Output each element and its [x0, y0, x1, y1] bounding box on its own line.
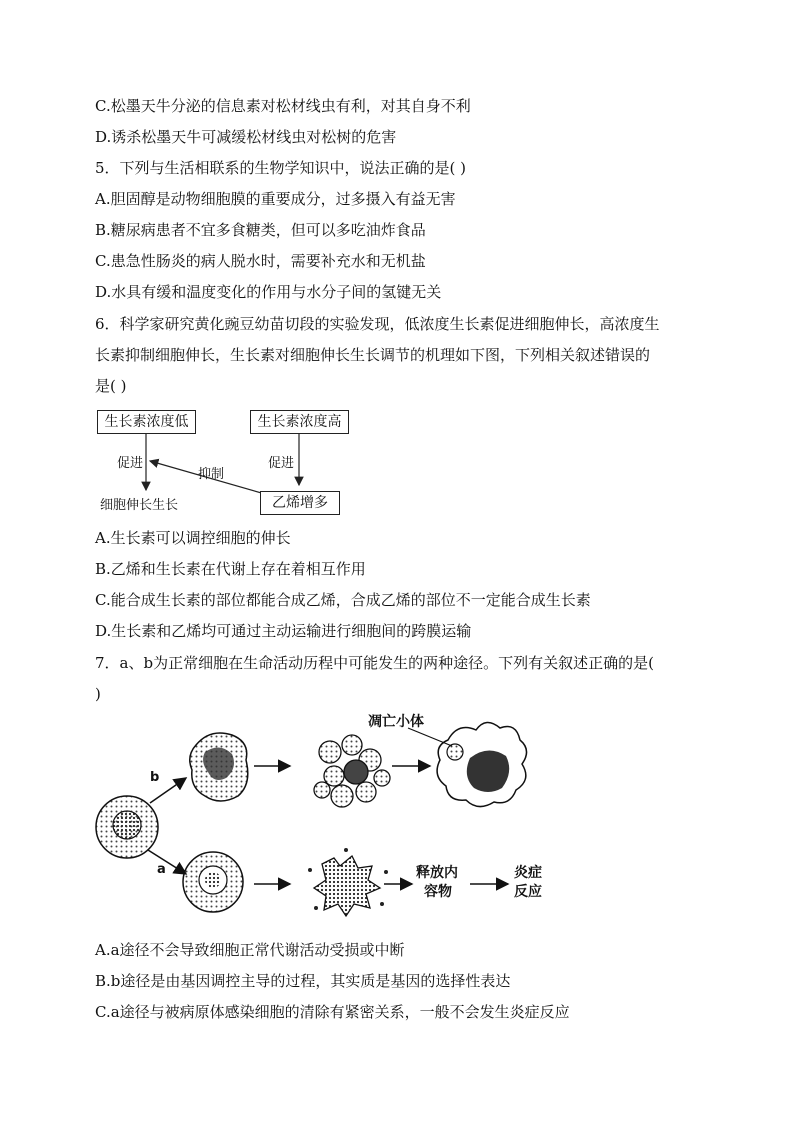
- q6-option-c: C.能合成生长素的部位都能合成乙烯，合成乙烯的部位不一定能合成生长素: [95, 591, 591, 609]
- box-auxin-low: 生长素浓度低: [97, 410, 196, 434]
- q6-stem-line1: 6．科学家研究黄化豌豆幼苗切段的实验发现，低浓度生长素促进细胞伸长，高浓度生: [95, 315, 660, 333]
- label-apoptotic-body: 凋亡小体: [368, 714, 424, 730]
- q4-option-c: C.松墨天牛分泌的信息素对松材线虫有利，对其自身不利: [95, 97, 471, 115]
- label-path-b: b: [150, 770, 160, 785]
- box-ethylene: 乙烯增多: [260, 491, 340, 515]
- phagocyte: [437, 722, 526, 806]
- q6-option-d: D.生长素和乙烯均可通过主动运输进行细胞间的跨膜运输: [95, 622, 472, 640]
- normal-cell: [96, 796, 158, 858]
- label-release-line2: 容物: [424, 884, 452, 900]
- q5-option-b: B.糖尿病患者不宜多食糖类，但可以多吃油炸食品: [95, 221, 426, 239]
- ruptured-cell: [308, 848, 388, 916]
- path-a-arrow: [148, 850, 186, 874]
- label-release-line1: 释放内: [416, 865, 458, 881]
- q7-stem-line2: ): [95, 685, 101, 703]
- q6-stem-line3: 是( ): [95, 377, 127, 395]
- q7-option-b: B.b途径是由基因调控主导的过程，其实质是基因的选择性表达: [95, 972, 511, 990]
- box-auxin-high: 生长素浓度高: [250, 410, 349, 434]
- label-promote-right: 促进: [268, 456, 295, 471]
- label-path-a: a: [157, 862, 166, 877]
- label-cell-elongation: 细胞伸长生长: [100, 498, 179, 513]
- q6-option-b: B.乙烯和生长素在代谢上存在着相互作用: [95, 560, 366, 578]
- label-inflammation: [514, 864, 542, 902]
- label-inflammation-line1: 炎症: [514, 865, 542, 881]
- q6-option-a: A.生长素可以调控细胞的伸长: [95, 529, 291, 547]
- apoptotic-bodies: [314, 735, 390, 807]
- label-inhibit: 抑制: [198, 467, 225, 482]
- q7-stem-line1: 7．a、b为正常细胞在生命活动历程中可能发生的两种途径。下列有关叙述正确的是(: [95, 654, 654, 672]
- label-promote-left: 促进: [117, 456, 144, 471]
- q5-option-a: A.胆固醇是动物细胞膜的重要成分，过多摄入有益无害: [95, 190, 456, 208]
- q5-option-c: C.患急性肠炎的病人脱水时，需要补充水和无机盐: [95, 252, 426, 270]
- q7-option-a: A.a途径不会导致细胞正常代谢活动受损或中断: [95, 941, 405, 959]
- swollen-cell: [183, 852, 243, 912]
- label-inflammation-line2: 反应: [514, 884, 542, 900]
- q6-stem-line2: 长素抑制细胞伸长，生长素对细胞伸长生长调节的机理如下图，下列相关叙述错误的: [95, 346, 651, 364]
- q5-stem: 5．下列与生活相联系的生物学知识中，说法正确的是( ): [95, 159, 467, 177]
- label-release-contents: [416, 864, 458, 902]
- q5-option-d: D.水具有缓和温度变化的作用与水分子间的氢键无关: [95, 283, 442, 301]
- q7-option-c: C.a途径与被病原体感染细胞的清除有紧密关系，一般不会发生炎症反应: [95, 1003, 570, 1021]
- shrunken-cell: [190, 733, 248, 801]
- q4-option-d: D.诱杀松墨天牛可减缓松材线虫对松树的危害: [95, 128, 397, 146]
